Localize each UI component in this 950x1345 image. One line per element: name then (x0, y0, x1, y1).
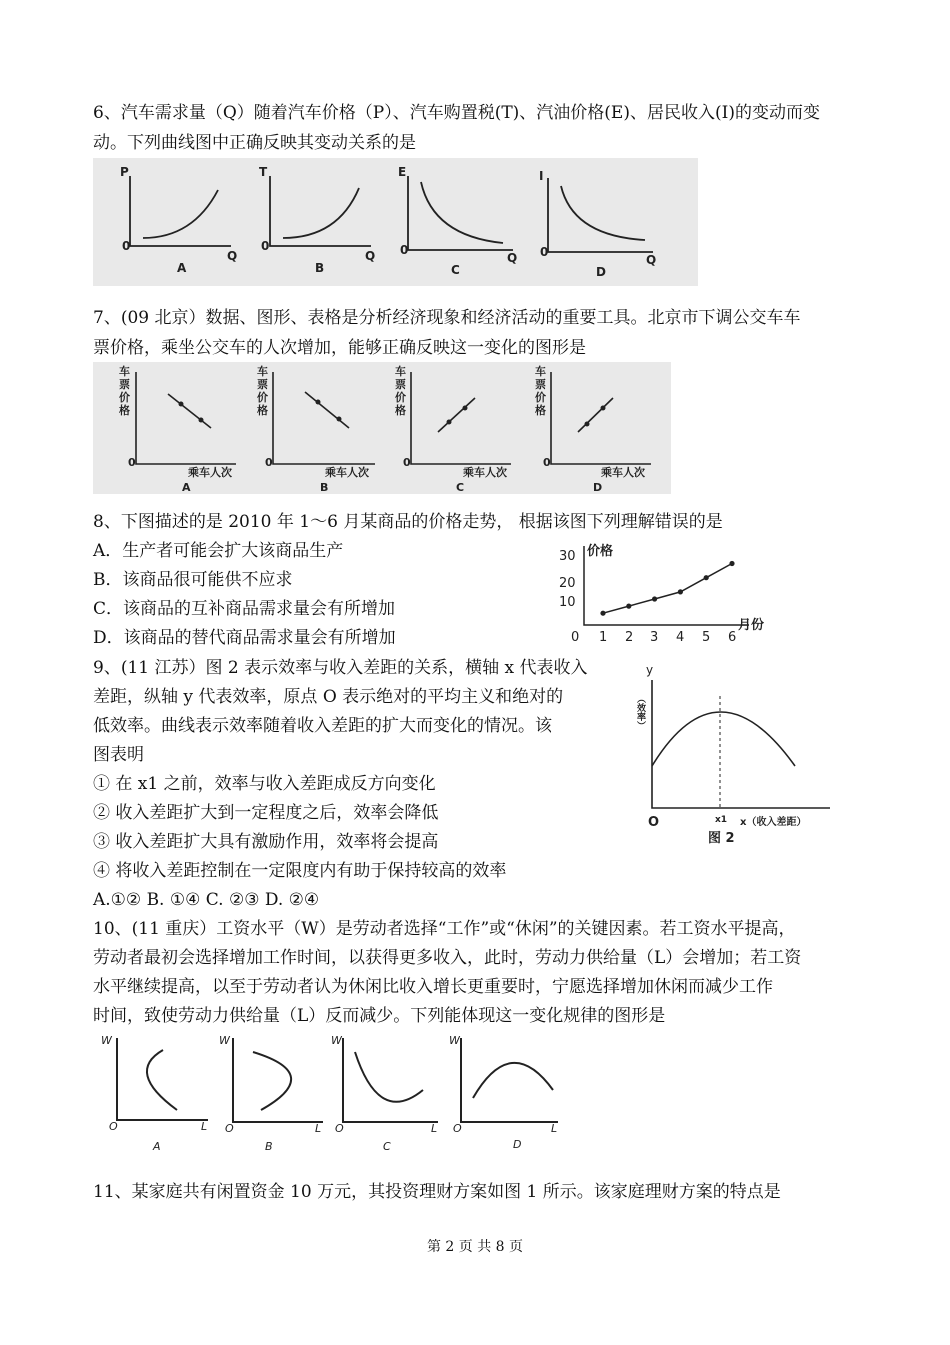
q10-a-label: A (153, 1140, 161, 1153)
q10-c-origin: O (335, 1122, 344, 1135)
q6-b-ylabel: T (259, 165, 268, 179)
q8-point-month-3 (652, 596, 657, 601)
q6-d-origin: 0 (540, 245, 549, 259)
q8-xtick-4: 4 (676, 630, 685, 645)
q7-c-xlabel: 乘车人次 (463, 466, 507, 479)
q8-xlabel: 月份 (738, 618, 765, 633)
q6-b-origin: 0 (261, 239, 270, 253)
q6-c-ylabel: E (398, 165, 407, 179)
q7-figure (93, 362, 671, 494)
q8-price-chart (557, 542, 772, 647)
q10-figure (93, 1032, 573, 1162)
q8-origin-label: 0 (571, 630, 580, 645)
q7-c-ylabel-3: 价 (395, 391, 406, 404)
q10-b-ylabel: W (219, 1034, 230, 1047)
q7-a-label: A (182, 481, 191, 494)
q6-stem-line1: 6、汽车需求量（Q）随着汽车价格（P）、汽车购置税(T)、汽油价格(E)、居民收入(I)的变动而变 (93, 103, 820, 123)
q9-axes (652, 680, 830, 808)
q10-a-origin: O (109, 1120, 118, 1133)
q7-d-xlabel: 乘车人次 (601, 466, 645, 479)
q6-curve-d (561, 186, 645, 240)
q6-a-origin: 0 (122, 239, 131, 253)
q7-b-ylabel-2: 票 (257, 378, 268, 391)
q9-statement-4: ④ 将收入差距控制在一定限度内有助于保持较高的效率 (93, 861, 507, 881)
q9-xlabel: x（收入差距） (740, 817, 807, 828)
q10-line-2: 劳动者最初会选择增加工作时间，以获得更多收入，此时，劳动力供给量（L）会增加；若工资 (93, 948, 802, 968)
q7-a-ylabel-2: 票 (119, 378, 130, 391)
q6-d-label: D (596, 265, 606, 279)
q10-curve-c (355, 1052, 423, 1102)
q10-b-label: B (265, 1140, 273, 1153)
q6-b-xlabel: Q (365, 249, 376, 263)
q8-option-d: D．该商品的替代商品需求量会有所增加 (93, 628, 396, 648)
q7-c-origin: 0 (403, 456, 411, 469)
q10-line-4: 时间，致使劳动力供给量（L）反而减少。下列能体现这一变化规律的图形是 (93, 1006, 666, 1026)
q8-option-a: A．生产者可能会扩大该商品生产 (93, 541, 344, 561)
q9-ylabel-note: （效率） (635, 694, 645, 730)
q7-b-label: B (320, 481, 329, 494)
q9-curve (652, 712, 795, 766)
q9-figure (630, 658, 838, 848)
q10-a-xlabel: L (201, 1120, 208, 1133)
q8-option-b: B．该商品很可能供不应求 (93, 570, 293, 590)
q6-b-label: B (315, 261, 325, 275)
q8-point-month-6 (729, 561, 734, 566)
q6-a-label: A (177, 261, 187, 275)
q6-axes-c (408, 176, 513, 250)
q10-a-ylabel: W (101, 1034, 112, 1047)
q8-xtick-5: 5 (702, 630, 711, 645)
q11-stem: 11、某家庭共有闲置资金 10 万元，其投资理财方案如图 1 所示。该家庭理财方案的特点是 (93, 1182, 781, 1202)
q7-d-ylabel-2: 票 (535, 378, 546, 391)
q7-c-ylabel-1: 车 (395, 365, 406, 378)
q9-x1-label: x1 (715, 815, 728, 825)
q10-curve-b (253, 1052, 291, 1110)
q9-line-2: 差距，纵轴 y 代表效率，原点 O 表示绝对的平均主义和绝对的 (93, 687, 564, 707)
q8-xtick-1: 1 (599, 630, 608, 645)
q7-b-origin: 0 (265, 456, 273, 469)
q10-d-label: D (513, 1138, 522, 1151)
q7-c-ylabel-4: 格 (395, 404, 406, 417)
q7-c-label: C (456, 481, 465, 494)
q9-origin: O (648, 815, 660, 830)
q7-line-a (168, 394, 211, 428)
q10-d-xlabel: L (551, 1122, 558, 1135)
q9-statement-3: ③ 收入差距扩大具有激励作用，效率将会提高 (93, 832, 439, 852)
page-footer: 第 2 页 共 8 页 (426, 1239, 524, 1255)
q9-line-1: 9、(11 江苏）图 2 表示效率与收入差距的关系，横轴 x 代表收入 (93, 658, 588, 678)
q8-point-month-2 (626, 604, 631, 609)
q7-c-ylabel-2: 票 (395, 378, 406, 391)
q7-d-ylabel-1: 车 (535, 365, 546, 378)
q9-caption: 图 2 (708, 831, 735, 846)
q10-line-3: 水平继续提高，以至于劳动者认为休闲比收入增长更重要时，宁愿选择增加休闲而减少工作 (93, 977, 773, 997)
q7-d-origin: 0 (543, 456, 551, 469)
q10-axes-d (461, 1038, 558, 1122)
q8-ylabel: 价格 (587, 544, 614, 559)
q8-point-month-1 (600, 611, 605, 616)
q7-a-xlabel: 乘车人次 (188, 466, 232, 479)
q6-curve-b (283, 188, 359, 238)
q7-d-ylabel-3: 价 (535, 391, 546, 404)
q7-d-ylabel-4: 格 (535, 404, 546, 417)
q6-d-ylabel: I (539, 169, 544, 183)
q6-c-origin: 0 (400, 243, 409, 257)
q6-c-label: C (451, 263, 460, 277)
q10-b-xlabel: L (315, 1122, 322, 1135)
q6-d-xlabel: Q (646, 253, 657, 267)
q8-option-c: C．该商品的互补商品需求量会有所增加 (93, 599, 396, 619)
q7-stem-line1: 7、(09 北京）数据、图形、表格是分析经济现象和经济活动的重要工具。北京市下调公交车车 (93, 308, 801, 328)
q10-c-ylabel: W (331, 1034, 342, 1047)
q9-ylabel: y (646, 663, 654, 677)
q7-b-xlabel: 乘车人次 (325, 466, 369, 479)
q9-line-3: 低效率。曲线表示效率随着收入差距的扩大而变化的情况。该 (93, 716, 552, 736)
q7-b-ylabel-3: 价 (257, 391, 268, 404)
q6-a-ylabel: P (120, 165, 129, 179)
q6-a-xlabel: Q (227, 249, 238, 263)
q6-curve-c (421, 182, 503, 243)
q8-series-line (603, 564, 732, 614)
q6-curve-a (143, 190, 218, 238)
q10-d-ylabel: W (449, 1034, 460, 1047)
q6-c-xlabel: Q (507, 251, 518, 265)
q7-axes-b (273, 372, 375, 464)
q10-line-1: 10、(11 重庆）工资水平（W）是劳动者选择“工作”或“休闲”的关键因素。若工资水平提高， (93, 919, 796, 939)
q6-stem-line2: 动。下列曲线图中正确反映其变动关系的是 (93, 133, 416, 153)
q7-line-d (578, 398, 613, 432)
q6-figure (93, 158, 698, 286)
q7-b-ylabel-1: 车 (257, 365, 268, 378)
q8-ytick-10: 10 (559, 595, 576, 610)
q7-d-label: D (593, 481, 603, 494)
q6-axes-b (270, 176, 371, 246)
q10-d-origin: O (453, 1122, 462, 1135)
q9-statement-2: ② 收入差距扩大到一定程度之后，效率会降低 (93, 803, 439, 823)
q7-a-ylabel-1: 车 (119, 365, 130, 378)
q8-point-month-5 (704, 575, 709, 580)
q7-a-ylabel-3: 价 (119, 391, 130, 404)
q10-axes-c (343, 1038, 438, 1122)
q7-axes-a (136, 372, 236, 464)
q8-xtick-3: 3 (650, 630, 659, 645)
q10-curve-a (147, 1050, 177, 1110)
q9-line-4: 图表明 (93, 745, 144, 765)
q6-axes-d (548, 178, 653, 252)
q8-xtick-2: 2 (625, 630, 634, 645)
q7-a-origin: 0 (128, 456, 136, 469)
q8-stem: 8、下图描述的是 2010 年 1～6 月某商品的价格走势， 根据该图下列理解错误的是 (93, 512, 723, 532)
q8-ytick-30: 30 (559, 549, 576, 564)
q8-point-month-4 (678, 589, 683, 594)
q7-line-b (305, 392, 349, 428)
q6-axes-a (130, 176, 231, 246)
q9-statement-1: ① 在 x1 之前，效率与收入差距成反方向变化 (93, 774, 436, 794)
q7-b-ylabel-4: 格 (257, 404, 268, 417)
q10-b-origin: O (225, 1122, 234, 1135)
q8-xtick-6: 6 (728, 630, 737, 645)
q10-c-label: C (383, 1140, 391, 1153)
q7-axes-d (551, 372, 651, 464)
q7-axes-c (411, 372, 511, 464)
q10-c-xlabel: L (431, 1122, 438, 1135)
q7-stem-line2: 票价格，乘坐公交车的人次增加，能够正确反映这一变化的图形是 (93, 338, 586, 358)
q10-axes-b (233, 1038, 323, 1122)
q7-a-ylabel-4: 格 (119, 404, 130, 417)
q8-ytick-20: 20 (559, 576, 576, 591)
q7-line-c (438, 398, 475, 432)
q10-curve-d (473, 1063, 553, 1098)
q9-choices: A.①② B. ①④ C. ②③ D. ②④ (93, 890, 320, 910)
